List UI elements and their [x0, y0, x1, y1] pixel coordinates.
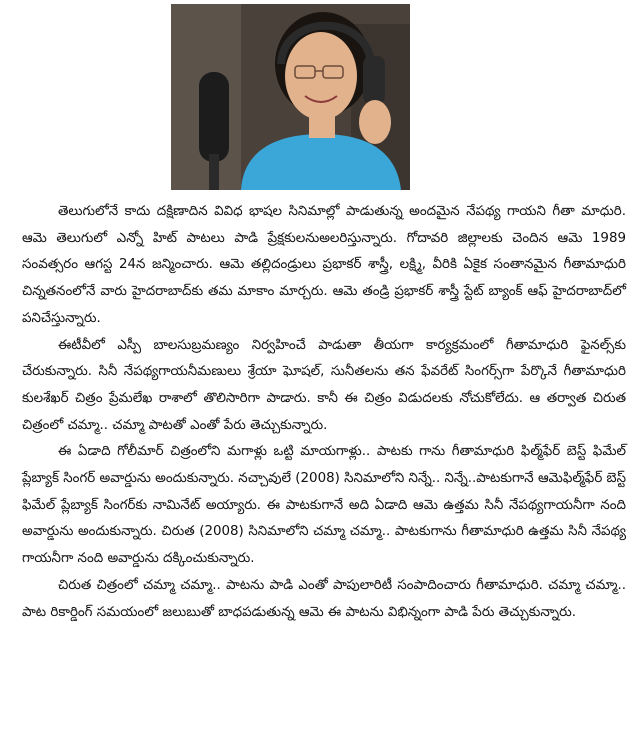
article-body: [22, 199, 626, 626]
singer-illustration: [171, 4, 410, 190]
microphone-icon: [199, 72, 229, 162]
article-paragraph: తెలుగులోనే కాదు దక్షిణాదిన వివిధ భాషల సినిమాల్లో పాడుతున్న అందమైన నేపథ్య గాయని గీతా మాధురి. ఆమె తెలుగులో ఎన్నో హిట్ పాటలు పాడి ప్రేక్షకులనుఅలరిస్తున్నారు. గోదావరి జిల్లాలకు చెందిన ఆమె 1989 సంవత్సరం ఆగస్ట 24న జన్మించారు. ఆమె తల్లిదండ్రులు ప్రభాకర్ శాస్త్రీ, లక్ష్మి, వీరికి ఏకైక సంతానమైన గీతామాధురి చిన్నతనంలోనే వారు హైదరాబాద్‌కు తమ మాకాం మార్చరు. ఆమె తండ్రి ప్రభాకర్ శాస్త్రీ స్టేట్ బ్యాంక్ ఆఫ్ హైదరాబాద్‌లో పనిచేస్తున్నారు.: [22, 204, 626, 326]
article-paragraph: ఈటీవీలో ఎస్పీ బాలసుబ్రమణ్యం నిర్వహించే పాడుతా తీయగా కార్యక్రమంలో గీతామాధురి ఫైనల్స్‌కు చేరుకున్నారు. సినీ నేపథ్యగాయనీమణులు శ్రేయా ఘోషల్, సునీతలను తన ఫేవరేట్ సింగర్స్‌గా పేర్కొనే గీతామాధురి కులశేఖర్ చిత్రం ప్రేమలేఖ రాశాలో తొలిసారిగా పాడారు. కానీ ఈ చిత్రం విడుదలకు నోచుకోలేదు. ఆ తర్వాత చిరుత చిత్రంలో చమ్మా.. చమ్మా పాటతో ఎంతో పేరు తెచ్చుకున్నారు.: [22, 337, 626, 433]
article-paragraph: ఈ ఏడాది గోలీమార్ చిత్రంలోని మగాళ్లు ఒట్టి మాయగాళ్లు.. పాటకు గాను గీతామాధురి ఫిల్మ్‌ఫేర్ బెస్ట్ ఫిమేల్ ప్లేబ్యాక్ సింగర్ అవార్డును అందుకున్నారు. నచ్చావులే (2008) సినిమాలోని నిన్నే.. నిన్నే..పాటకుగానే ఆమెఫిల్మ్‌ఫేర్ బెస్ట్ ఫిమేల్ ప్లేబ్యాక్ సింగర్‌కు నామినేట్ అయ్యారు. ఈ పాటకుగానే అది ఏడాది ఆమె ఉత్తమ సినీ నేపథ్యగాయనీగా నంది అవార్డును అందుకున్నారు. చిరుత (2008) సినిమాలోని చమ్మా చమ్మా.. పాటకుగాను గీతామాధురి ఉత్తమ సినీ నేపథ్య గాయనీగా నంది అవార్డును దక్కించుకున్నారు.: [22, 444, 626, 567]
article-paragraph: చిరుత చిత్రంలో చమ్మా చమ్మా.. పాటను పాడి ఎంతో పాపులారిటీ సంపాదించారు గీతామాధురి. చమ్మా చమ్మా.. పాట రికార్డింగ్ సమయంలో జలుబుతో బాధపడుతున్న ఆమె ఈ పాటను విభిన్నంగా పాడి పేరు తెచ్చుకున్నారు.: [22, 577, 626, 620]
singer-photo: [171, 4, 410, 190]
